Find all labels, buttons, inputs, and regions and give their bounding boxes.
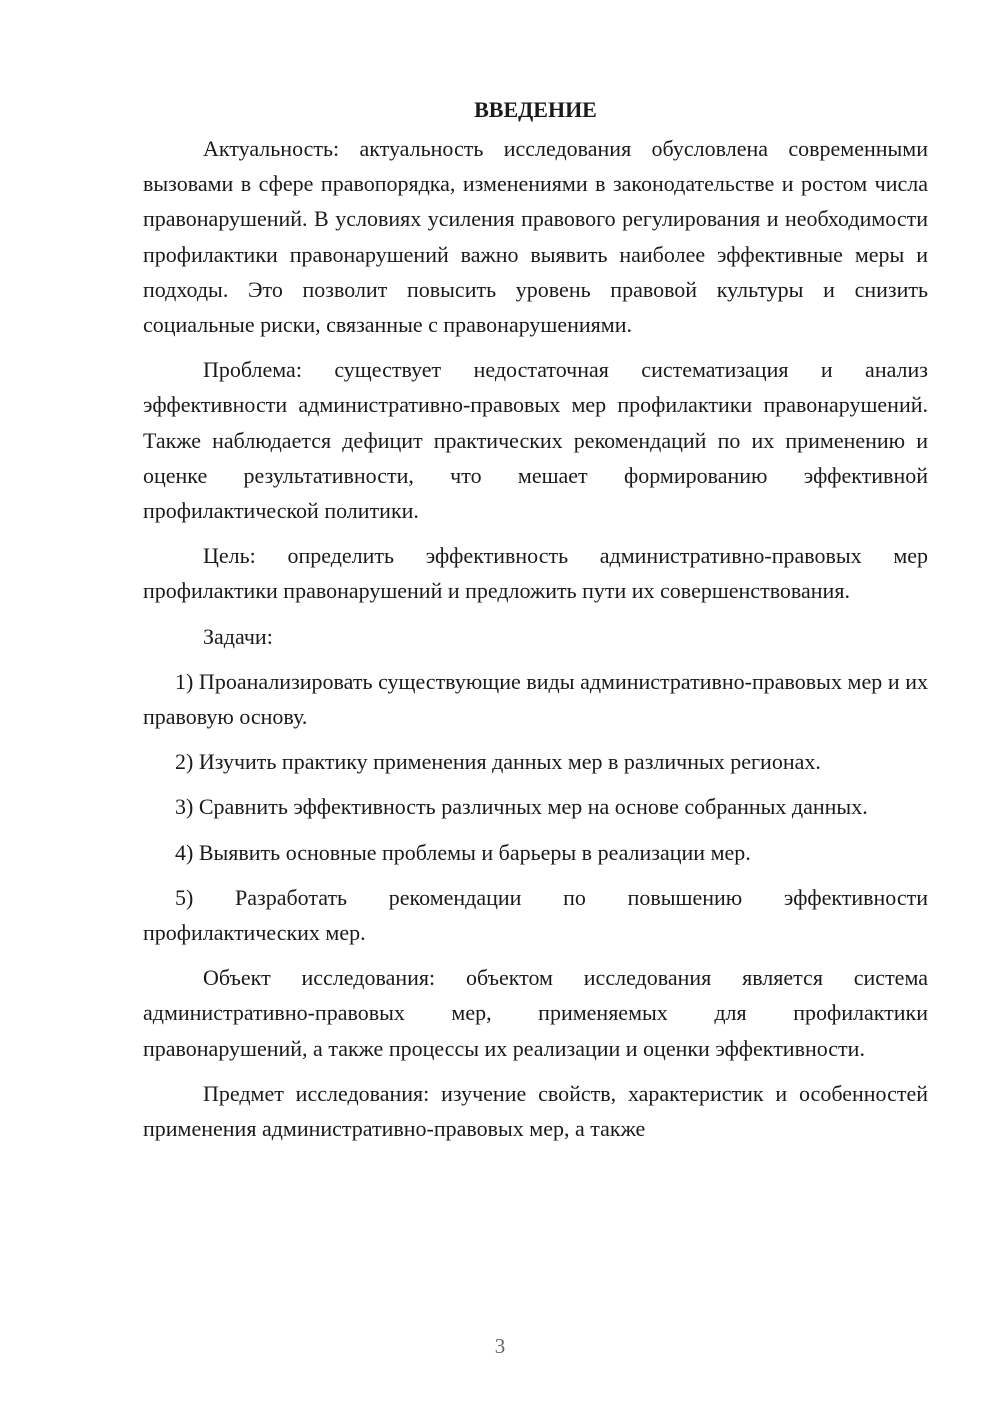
paragraph-goal: Цель: определить эффективность административно-правовых мер профилактики правонарушений и предложить пути их совершенствования. <box>143 543 928 604</box>
tasks-heading: Задачи: <box>203 623 273 649</box>
task-item: 3) Сравнить эффективность различных мер на основе собранных данных. <box>175 794 868 820</box>
task-item: 1) Проанализировать существующие виды административно-правовых мер и их правовую основу. <box>143 668 928 730</box>
task-item: 4) Выявить основные проблемы и барьеры в реализации мер. <box>175 839 751 865</box>
section-title: ВВЕДЕНИЕ <box>474 97 597 122</box>
paragraph-subject: Предмет исследования: изучение свойств, характеристик и особенностей применения административно-правовых мер, а также <box>143 1080 928 1142</box>
page-number: 3 <box>494 1334 506 1358</box>
task-item: 2) Изучить практику применения данных мер в различных регионах. <box>175 749 821 775</box>
page-content <box>143 92 928 1156</box>
paragraph-object: Объект исследования: объектом исследования является система административно-правовых мер, применяемых для профилактики правонарушений, а также процессы их реализации и оценки эффективности. <box>143 965 928 1061</box>
paragraph-relevance: Актуальность: актуальность исследования обусловлена современными вызовами в сфере правопорядка, изменениями в законодательстве и ростом числа правонарушений. В условиях усиления правового регулирования и необходимости профилактики правонарушений важно выявить наиболее эффективные меры и подходы. Это позволит повысить уровень правовой культуры и снизить социальные риски, связанные с правонарушениями. <box>143 136 928 338</box>
task-item: 5) Разработать рекомендации по повышению эффективности профилактических мер. <box>143 884 928 946</box>
paragraph-problem: Проблема: существует недостаточная систематизация и анализ эффективности административно-правовых мер профилактики правонарушений. Также наблюдается дефицит практических рекомендаций по их применению и оценке результативности, что мешает формированию эффективной профилактической политики. <box>143 357 928 524</box>
